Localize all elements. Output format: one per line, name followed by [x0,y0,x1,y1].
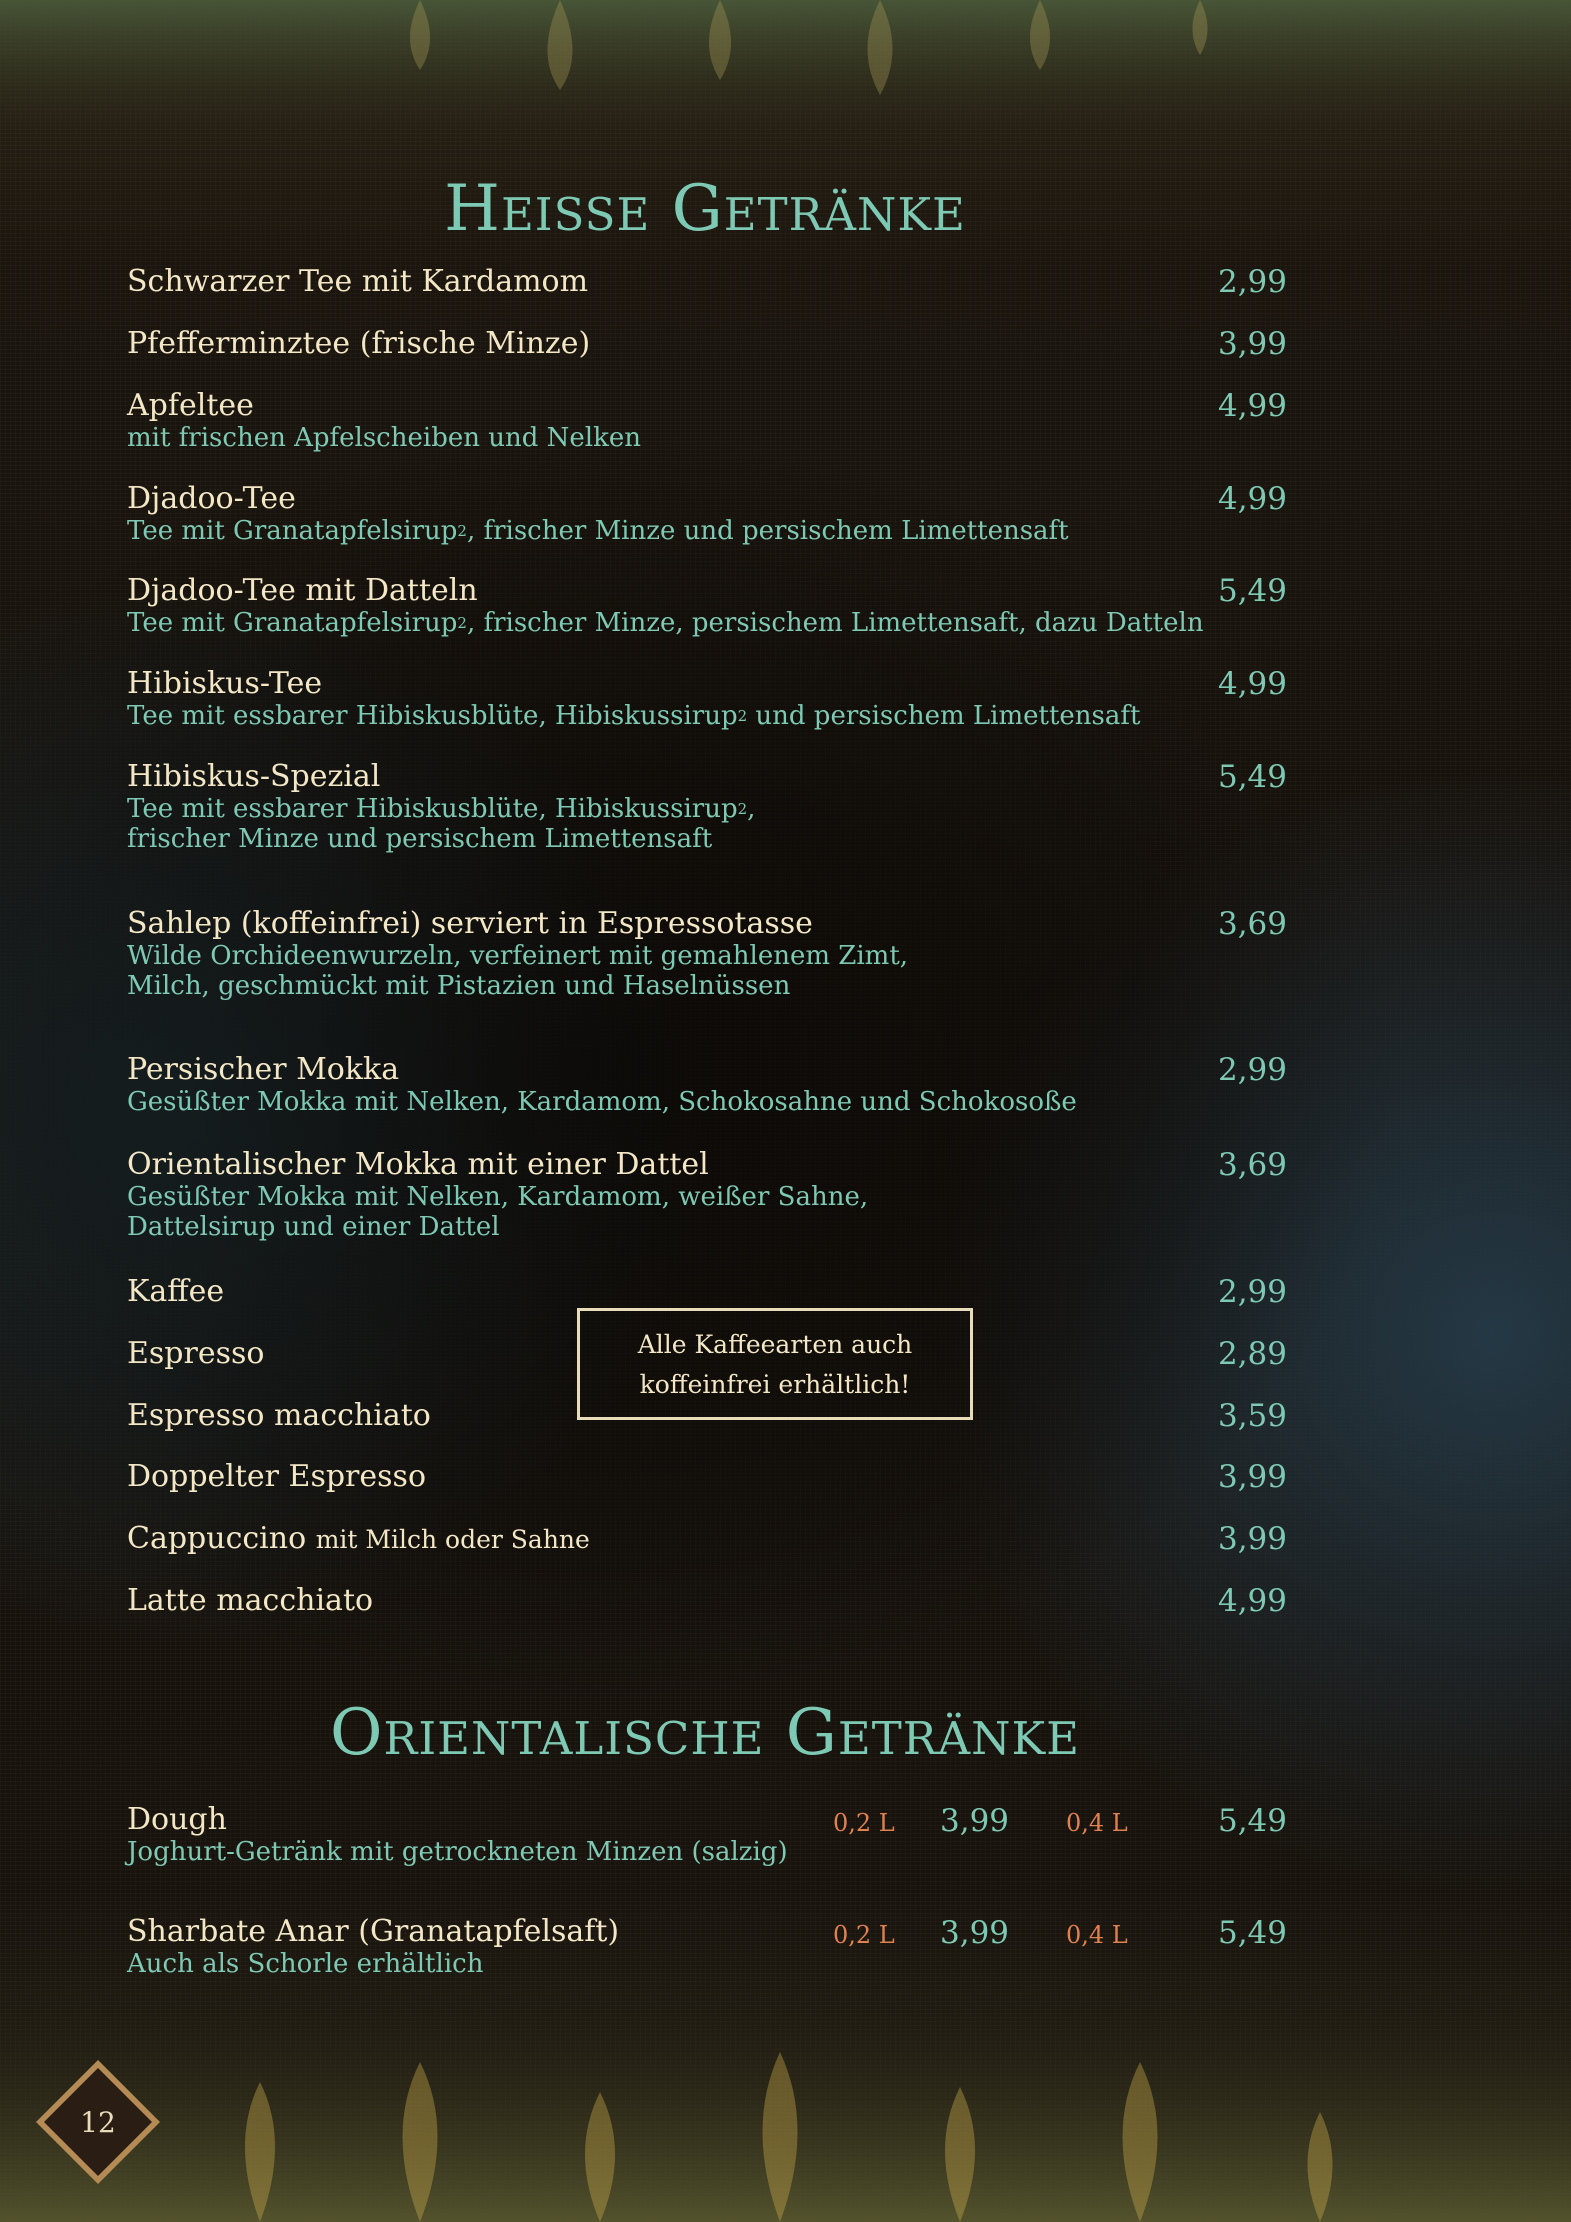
volume-large: 0,4 L [1066,1809,1128,1837]
item-name: Pfefferminztee (frische Minze) [127,326,591,361]
menu-item [127,482,1287,546]
item-price: 2,99 [1217,1274,1287,1310]
item-name: Schwarzer Tee mit Kardamom [127,264,589,299]
price-large: 5,49 [1217,1803,1287,1839]
item-name: Doppelter Espresso [127,1459,427,1494]
item-name: Apfeltee [127,388,254,423]
item-name: Sahlep (koffeinfrei) serviert in Espressotasse [127,906,813,941]
item-name: Dough [127,1802,227,1837]
item-description: Gesüßter Mokka mit Nelken, Kardamom, Schokosahne und Schokosoße [127,1087,1077,1117]
price-small: 3,99 [940,1803,1010,1839]
menu-item [127,907,1287,1001]
menu-item [127,1053,1287,1117]
item-description: Auch als Schorle erhältlich [127,1949,484,1979]
menu-item [127,265,1287,299]
item-description: Tee mit essbarer Hibiskusblüte, Hibiskussirup$^2$, [127,794,756,824]
item-name: Hibiskus-Spezial [127,759,381,794]
item-name: Espresso [127,1336,265,1371]
page-number: 12 [80,2106,116,2139]
menu-item [127,760,1287,854]
item-description: Joghurt-Getränk mit getrockneten Minzen (salzig) [127,1837,788,1867]
page-number-badge [32,2056,164,2188]
item-price: 4,99 [1217,666,1287,702]
section-title-hot-drinks: Heisse Getränke [444,172,966,246]
item-name: Latte macchiato [127,1583,374,1618]
price-small: 3,99 [940,1915,1010,1951]
volume-small: 0,2 L [833,1809,895,1837]
item-description: Tee mit Granatapfelsirup$^2$, frischer Minze und persischem Limettensaft [127,516,1069,546]
item-price: 4,99 [1217,481,1287,517]
item-price: 3,99 [1217,1459,1287,1495]
decaf-notice-line: koffeinfrei erhältlich! [639,1370,911,1399]
item-description: Wilde Orchideenwurzeln, verfeinert mit gemahlenem Zimt, [127,941,909,971]
item-price: 3,59 [1217,1398,1287,1434]
footnote-marker: 2 [457,522,467,540]
footnote-marker: 2 [737,707,748,725]
item-description: Milch, geschmückt mit Pistazien und Haselnüssen [127,971,791,1001]
item-price: 3,69 [1217,906,1287,942]
decaf-notice [577,1308,973,1420]
item-price: 3,69 [1217,1147,1287,1183]
item-price: 2,99 [1217,264,1287,300]
item-price: 3,99 [1217,1521,1287,1557]
footnote-marker: 2 [737,800,748,818]
price-large: 5,49 [1217,1915,1287,1951]
menu-item [127,327,1287,361]
item-name: Orientalischer Mokka mit einer Dattel [127,1147,709,1182]
item-name: Sharbate Anar (Granatapfelsaft) [127,1914,620,1949]
menu-item [127,389,1287,453]
item-description: mit frischen Apfelscheiben und Nelken [127,423,641,453]
item-name: Persischer Mokka [127,1052,400,1087]
item-description: frischer Minze und persischem Limettensaft [127,824,713,854]
footnote-marker: 2 [457,614,467,632]
menu-item [127,574,1287,638]
menu-item [127,1275,1287,1309]
menu-item [127,1148,1287,1242]
menu-item [127,1460,1287,1494]
item-name [127,1522,1287,1557]
item-name-text: Cappuccino [127,1521,307,1556]
item-note: mit Milch oder Sahne [315,1525,590,1554]
size-price-row [127,1803,1287,1843]
menu-item [127,1522,1287,1557]
item-description: Gesüßter Mokka mit Nelken, Kardamom, weißer Sahne, [127,1182,869,1212]
item-name: Hibiskus-Tee [127,666,323,701]
item-price: 4,99 [1217,388,1287,424]
item-price: 2,99 [1217,1052,1287,1088]
item-price: 2,89 [1217,1336,1287,1372]
item-description: Tee mit essbarer Hibiskusblüte, Hibiskussirup$^2$ und persischem Limettensaft [127,701,1141,731]
decaf-notice-line: Alle Kaffeearten auch [637,1330,913,1359]
item-name: Djadoo-Tee [127,481,296,516]
item-name: Espresso macchiato [127,1398,431,1433]
top-ornament [0,0,1571,150]
item-price: 4,99 [1217,1583,1287,1619]
item-price: 5,49 [1217,759,1287,795]
menu-item [127,1584,1287,1618]
item-description: Tee mit Granatapfelsirup$^2$, frischer Minze, persischem Limettensaft, dazu Datteln [127,608,1204,638]
volume-large: 0,4 L [1066,1921,1128,1949]
menu-item [127,667,1287,731]
item-price: 5,49 [1217,573,1287,609]
item-name: Kaffee [127,1274,225,1309]
volume-small: 0,2 L [833,1921,895,1949]
section-title-oriental-drinks: Orientalische Getränke [330,1696,1080,1770]
item-description: Dattelsirup und einer Dattel [127,1212,500,1242]
bottom-ornament [0,1992,1571,2222]
size-price-row [127,1915,1287,1955]
item-name: Djadoo-Tee mit Datteln [127,573,478,608]
item-price: 3,99 [1217,326,1287,362]
